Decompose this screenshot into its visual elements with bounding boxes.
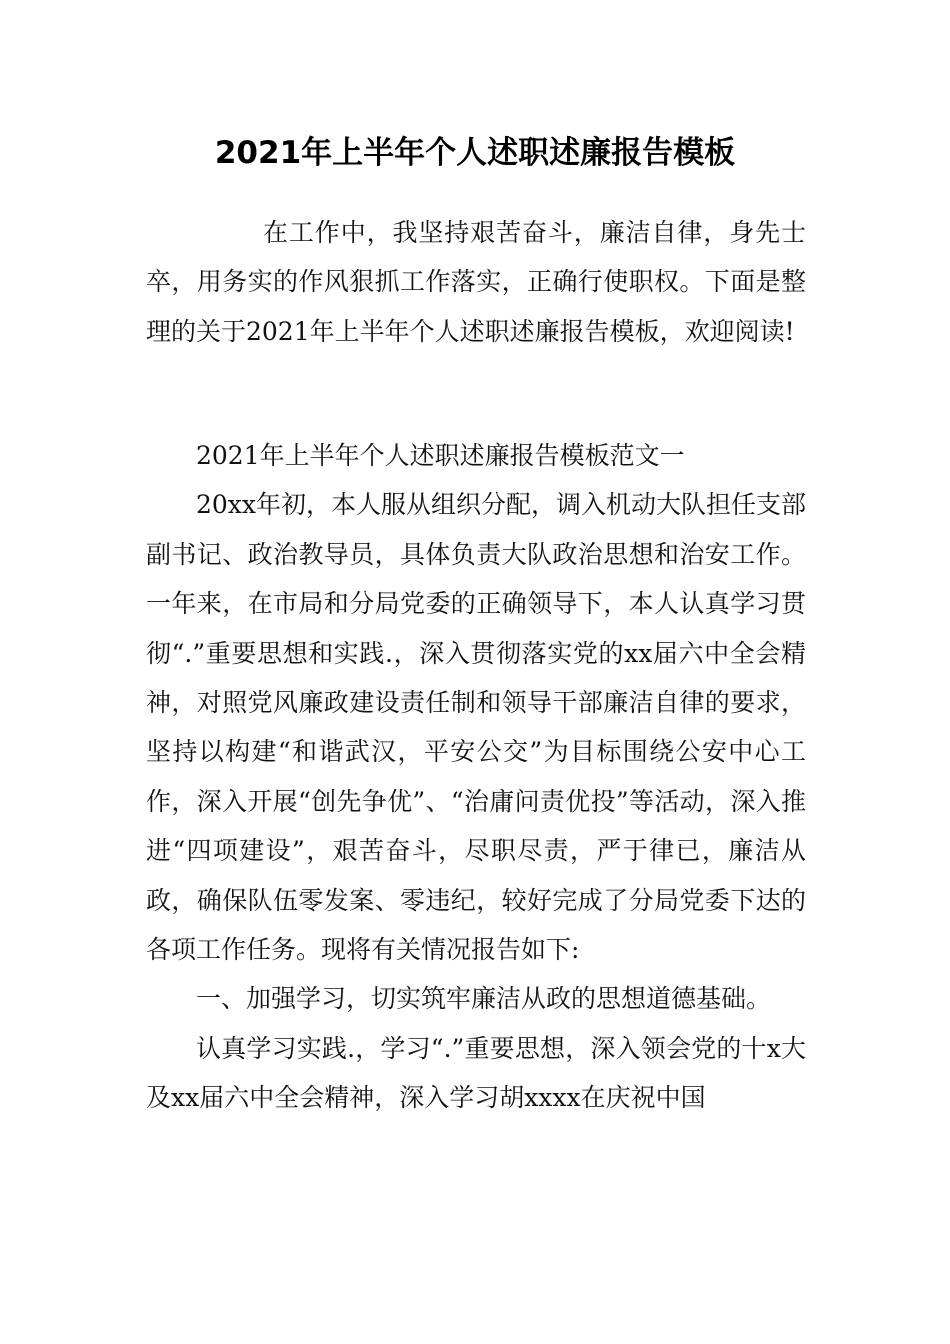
subsection-heading: 一、加强学习，切实筑牢廉洁从政的思想道德基础。 bbox=[196, 984, 772, 1014]
document-title: 2021年上半年个人述职述廉报告模板 bbox=[214, 135, 736, 171]
body-paragraph: 认真学习实践.，学习“.”重要思想，深入领会党的十x大及xx届六中全会精神，深入学习胡xxxx在庆祝中国 bbox=[146, 1033, 806, 1113]
intro-section bbox=[146, 208, 806, 356]
intro-paragraph: 在工作中，我坚持艰苦奋斗，廉洁自律，身先士卒，用务实的作风狠抓工作落实，正确行使职权。下面是整理的关于2021年上半年个人述职述廉报告模板，欢迎阅读! bbox=[146, 218, 806, 346]
body-paragraph: 20xx年初，本人服从组织分配，调入机动大队担任支部副书记、政治教导员，具体负责大队政治思想和治安工作。一年来，在市局和分局党委的正确领导下，本人认真学习贯彻“.”重要思想和实践.，深入贯彻落实党的xx届六中全会精神，对照党风廉政建设责任制和领导干部廉洁自律的要求，坚持以构建“和谐武汉，平安公交”为目标围绕公安中心工作，深入开展“创先争优”、“治庸问责优投”等活动，深入推进“四项建设”，艰苦奋斗，尽职尽责，严于律已，廉洁从政，确保队伍零发案、零违纪，较好完成了分局党委下达的各项工作任务。现将有关情况报告如下: bbox=[146, 490, 807, 965]
section-heading: 2021年上半年个人述职述廉报告模板范文一 bbox=[196, 441, 685, 470]
body-section bbox=[146, 431, 806, 1123]
